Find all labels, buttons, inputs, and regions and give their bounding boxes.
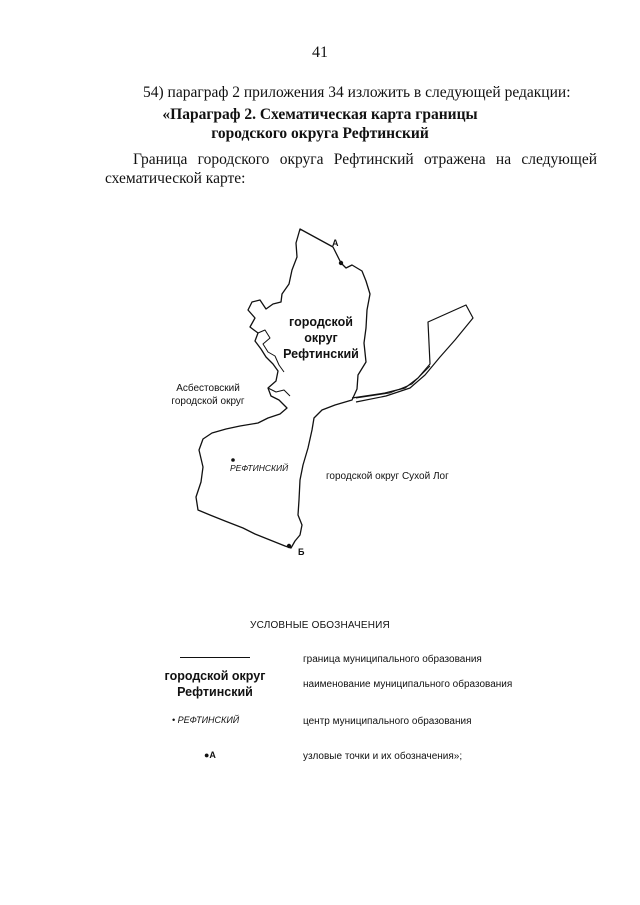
node-a-label: А (332, 238, 339, 248)
neighbor-west-line-1: Асбестовский (176, 383, 240, 394)
legend-name-desc: наименование муниципального образования (303, 679, 513, 690)
legend-center-symbol: • РЕФТИНСКИЙ (172, 715, 240, 725)
legend-boundary-symbol (180, 657, 250, 658)
node-b-label: Б (298, 547, 305, 557)
legend-name-symbol (150, 668, 280, 700)
legend-center-desc: центр муниципального образования (303, 716, 472, 727)
okrug-name-line-2: округ (304, 331, 338, 345)
center-label: РЕФТИНСКИЙ (230, 463, 289, 473)
section-heading (0, 105, 640, 143)
legend-name-line-1: городской округ (164, 669, 266, 683)
legend-name-line-2: Рефтинский (177, 685, 253, 699)
neighbor-west-label (163, 382, 253, 408)
neighbor-west-line-2: городской округ (171, 396, 245, 407)
okrug-name-line-3: Рефтинский (283, 347, 359, 361)
legend-boundary-desc: граница муниципального образования (303, 654, 482, 665)
node-b-marker (287, 544, 291, 548)
neighbor-east-label: городской округ Сухой Лог (326, 471, 449, 482)
legend-node-desc: узловые точки и их обозначения»; (303, 751, 463, 762)
schematic-map (0, 200, 640, 600)
okrug-name-line-1: городской (289, 315, 353, 329)
legend-title: УСЛОВНЫЕ ОБОЗНАЧЕНИЯ (250, 620, 390, 631)
heading-line-1: «Параграф 2. Схематическая карта границы (162, 106, 478, 123)
legend-node-symbol: ●А (204, 750, 216, 760)
amendment-line: 54) параграф 2 приложения 34 изложить в следующей редакции: (143, 84, 571, 101)
body-paragraph: Граница городского округа Рефтинский отражена на следующей схематической карте: (105, 151, 597, 187)
page-number: 41 (312, 44, 328, 61)
node-a-marker (339, 261, 343, 265)
center-marker (231, 458, 235, 462)
heading-line-2: городского округа Рефтинский (211, 125, 429, 142)
corridor-boundary (352, 305, 473, 402)
okrug-name-label (281, 314, 361, 362)
